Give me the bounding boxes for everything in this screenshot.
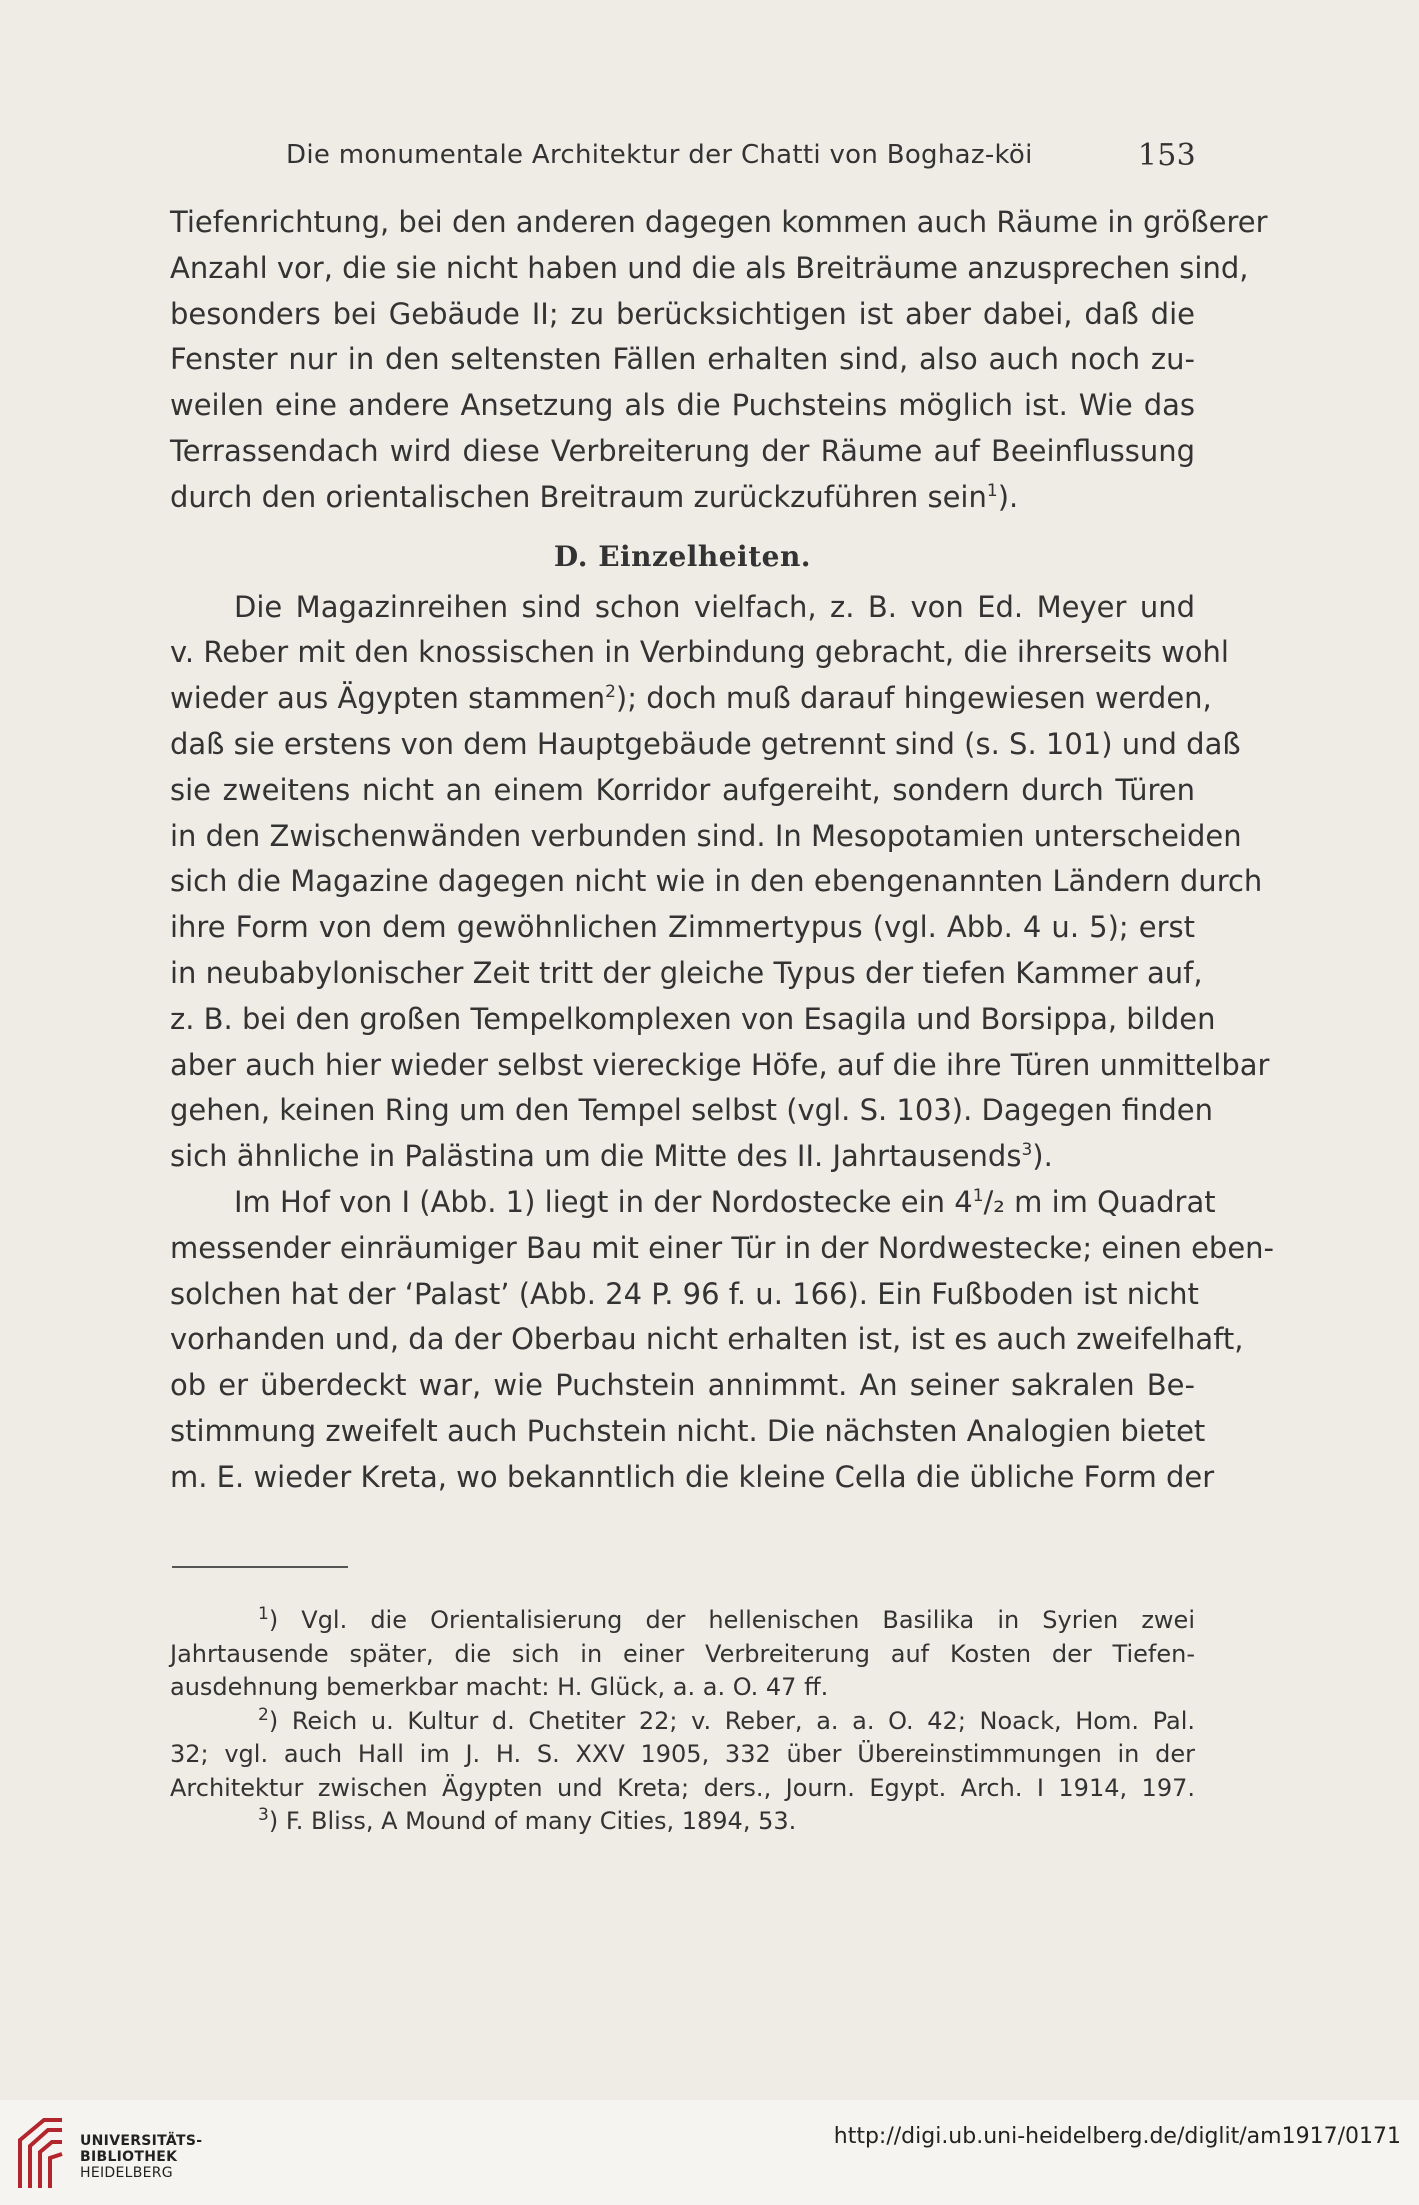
footnote-divider [172,1566,348,1568]
page-number: 153 [1137,138,1196,173]
text-line: ihre Form von dem gewöhnlichen Zimmertypus (vgl. Abb. 4 u. 5); erst [170,910,1195,945]
text-line: gehen, keinen Ring um den Tempel selbst (vgl. S. 103). Dagegen finden [170,1093,1213,1128]
text-fragment: Im Hof von I (Abb. 1) liegt in der Nordostecke ein 4 [234,1184,973,1219]
text-line: in neubabylonischer Zeit tritt der gleiche Typus der tiefen Kammer auf, [170,955,1203,990]
text-fragment: ) Reich u. Kultur d. Chetiter 22; v. Reber, a. a. O. 42; Noack, Hom. Pal. [268,1706,1195,1735]
text-line: Terrassendach wird diese Verbreiterung der Räume auf Beeinflussung [170,433,1195,468]
library-name [80,2133,202,2181]
footnote-reference: 1 [986,480,998,501]
viewer-footer [0,2100,1419,2205]
text-line: aber auch hier wieder selbst viereckige Höfe, auf die ihre Türen unmittelbar [170,1047,1270,1082]
text-line [170,1180,1216,1226]
text-fragment: durch den orientalischen Breitraum zurückzuführen sein [170,479,987,514]
text-line: vorhanden und, da der Oberbau nicht erhalten ist, ist es auch zweifelhaft, [170,1322,1244,1357]
running-header [286,138,1196,173]
source-url-link[interactable]: http://digi.ub.uni-heidelberg.de/diglit/am1917/0171 [833,2124,1401,2149]
text-line: Fenster nur in den seltensten Fällen erhalten sind, also auch noch zu- [170,342,1195,377]
text-line: Die Magazinreihen sind schon vielfach, z. B. von Ed. Meyer und [234,589,1195,624]
footnote-reference: 2 [605,682,616,703]
text-line: in den Zwischenwänden verbunden sind. In Mesopotamien unterscheiden [170,818,1242,853]
text-line: besonders bei Gebäude II; zu berücksichtigen ist aber dabei, daß die [170,296,1195,331]
text-line: sich die Magazine dagegen nicht wie in den ebengenannten Ländern durch [170,864,1263,899]
footnote-mark: 2 [258,1704,269,1725]
section-heading: D. Einzelheiten. [553,539,812,573]
text-fragment: sich ähnliche in Palästina um die Mitte des II. Jahrtausends [170,1139,1022,1174]
text-fragment: ). [1032,1139,1053,1174]
footnote-mark: 3 [258,1805,269,1825]
footnote-line [170,1705,1195,1739]
text-fragment: ). [997,479,1019,514]
text-line: messender einräumiger Bau mit einer Tür in der Nordwestecke; einen eben- [170,1230,1275,1265]
text-line: solchen hat der ‘Palast’ (Abb. 24 P. 96 f. u. 166). Ein Fußboden ist nicht [170,1276,1199,1311]
text-line: sie zweitens nicht an einem Korridor aufgereiht, sondern durch Türen [170,772,1195,807]
text-fragment: ) Vgl. die Orientalisierung der hellenischen Basilika in Syrien zwei [268,1606,1195,1634]
library-name-line: HEIDELBERG [80,2165,173,2181]
text-line: Anzahl vor, die sie nicht haben und die als Breiträume anzusprechen sind, [170,250,1249,285]
running-title: Die monumentale Architektur der Chatti von Boghaz-köi [286,140,1033,170]
text-line: v. Reber mit den knossischen in Verbindung gebracht, die ihrerseits wohl [170,635,1229,670]
footnote-line: 32; vgl. auch Hall im J. H. S. XXV 1905, 332 über Übereinstimmungen in der [170,1740,1195,1768]
text-fragment: ) F. Bliss, A Mound of many Cities, 1894, 53. [268,1807,797,1835]
text-line: ob er überdeckt war, wie Puchstein annimmt. An seiner sakralen Be- [170,1368,1195,1403]
text-line: z. B. bei den großen Tempelkomplexen von Esagila und Borsippa, bilden [170,1001,1216,1036]
library-name-line: BIBLIOTHEK [80,2149,178,2165]
text-line: stimmung zweifelt auch Puchstein nicht. Die nächsten Analogien bietet [170,1413,1206,1448]
fraction-numerator: 1 [972,1185,984,1206]
footnote-line: ausdehnung bemerkbar macht: H. Glück, a. a. O. 47 ff. [170,1673,829,1701]
footnote-line: Architektur zwischen Ägypten und Kreta; ders., Journ. Egypt. Arch. I 1914, 197. [170,1773,1195,1802]
text-line: m. E. wieder Kreta, wo bekanntlich die kleine Cella die übliche Form der [170,1459,1215,1494]
footnotes [170,1604,1195,1839]
text-line: daß sie erstens von dem Hauptgebäude getrennt sind (s. S. 101) und daß [170,726,1241,761]
footnote-reference: 3 [1021,1140,1033,1161]
text-fragment: wieder aus Ägypten stammen [170,681,606,716]
library-name-line: UNIVERSITÄTS- [80,2133,203,2149]
text-line [170,676,1212,722]
text-line: weilen eine andere Ansetzung als die Puchsteins möglich ist. Wie das [170,388,1195,423]
text-fragment: ); doch muß darauf hingewiesen werden, [615,681,1212,716]
footnote-line [170,1604,1195,1638]
text-fragment: /₂ m im Quadrat [983,1184,1216,1219]
footnote-mark: 1 [258,1604,269,1624]
footnote-line: Jahrtausende später, die sich in einer Verbreiterung auf Kosten der Tiefen- [170,1639,1195,1668]
main-text [170,200,1275,1501]
text-line [170,1134,1195,1180]
text-line [170,475,1195,521]
library-logo-icon [14,2110,68,2195]
footnote-line [170,1805,1195,1839]
text-line: Tiefenrichtung, bei den anderen dagegen kommen auch Räume in größerer [170,205,1268,239]
